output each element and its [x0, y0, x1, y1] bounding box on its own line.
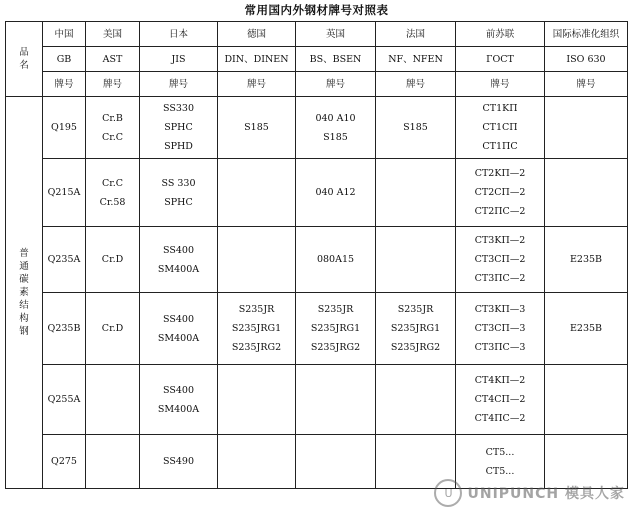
group-label-char: 普 — [19, 248, 29, 259]
grade-value: CT3ΠC—3 — [474, 342, 526, 353]
grade-value: E235B — [569, 254, 603, 265]
page-title: 常用国内外钢材牌号对照表 — [244, 3, 389, 17]
grade-value: S235JRG2 — [310, 342, 361, 353]
grade-gost-cell — [456, 97, 545, 159]
grade-value: S235JRG2 — [231, 342, 282, 353]
grade-value: Cr.C — [101, 177, 124, 189]
grade-header: 牌号 — [545, 72, 628, 97]
grade-value: SPHC — [164, 196, 193, 208]
standard-header: NF、NFEN — [376, 47, 456, 72]
grade-value: S235JRG1 — [310, 323, 361, 334]
grade-value: Cr.D — [101, 323, 124, 334]
grade-value: CT1ΠC — [482, 141, 518, 152]
grade-value: S235JRG2 — [390, 342, 441, 353]
group-label-char: 素 — [19, 287, 29, 298]
watermark-logo-icon: U — [434, 479, 462, 507]
grade-value: CT1CΠ — [482, 122, 518, 133]
country-header: 英国 — [296, 22, 376, 47]
grade-value: S235JR — [238, 304, 275, 315]
grade-header: 牌号 — [140, 72, 218, 97]
grade-value: CT1KΠ — [482, 103, 518, 114]
header-row-grade — [6, 72, 628, 97]
grade-bs-cell — [296, 293, 376, 365]
standard-header: DIN、DINEN — [218, 47, 296, 72]
grade-value: SS400 — [163, 384, 194, 396]
grade-value: 040 A12 — [315, 187, 356, 198]
grade-gost-cell — [456, 365, 545, 435]
category-char: 品 — [19, 47, 29, 58]
grade-iso-cell — [545, 159, 628, 227]
country-header: 中国 — [43, 22, 86, 47]
group-label-char: 钢 — [19, 326, 29, 337]
grade-jis-cell — [140, 227, 218, 293]
grade-gb-cell: Q235B — [43, 293, 86, 365]
header-row-countries — [6, 22, 628, 47]
grade-value: Cr.C — [101, 131, 124, 143]
table-row — [6, 227, 628, 293]
standard-header: ISO 630 — [545, 47, 628, 72]
grade-value: CT2CΠ—2 — [474, 187, 526, 198]
table-body — [6, 22, 628, 489]
table-row — [6, 159, 628, 227]
grade-value: SS 330 — [161, 177, 196, 189]
grade-gost-cell — [456, 293, 545, 365]
grade-bs-cell — [296, 227, 376, 293]
standard-header: AST — [86, 47, 140, 72]
group-label-char: 构 — [19, 313, 29, 324]
category-char: 名 — [19, 60, 29, 71]
grade-value: CT5... — [485, 446, 515, 458]
grade-bs-cell — [296, 97, 376, 159]
grade-jis-cell — [140, 159, 218, 227]
group-label-char: 结 — [19, 300, 29, 311]
grade-value: S235JRG1 — [390, 323, 441, 334]
grade-value: SPHD — [164, 141, 193, 152]
grade-value: SPHC — [164, 122, 193, 133]
grade-ast-cell — [86, 293, 140, 365]
steel-grade-table — [5, 21, 628, 489]
grade-ast-cell — [86, 435, 140, 489]
grade-din-cell — [218, 227, 296, 293]
grade-gost-cell — [456, 159, 545, 227]
grade-value: CT3CΠ—3 — [474, 323, 526, 334]
grade-header: 牌号 — [43, 72, 86, 97]
grade-value: S185 — [244, 122, 269, 133]
grade-nf-cell — [376, 293, 456, 365]
grade-value: Cr.D — [101, 254, 124, 265]
grade-gb-cell: Q215A — [43, 159, 86, 227]
group-label-char: 通 — [19, 261, 29, 272]
group-label-cell — [6, 97, 43, 489]
grade-value: CT5... — [485, 465, 515, 477]
grade-value: SS490 — [163, 456, 194, 467]
grade-value: S235JRG1 — [231, 323, 282, 334]
grade-value: 040 A10 — [315, 112, 356, 124]
grade-value: CT2ΠC—2 — [474, 206, 526, 217]
grade-value: CT4CΠ—2 — [474, 394, 526, 405]
grade-jis-cell — [140, 365, 218, 435]
grade-header: 牌号 — [86, 72, 140, 97]
grade-value: S235JR — [397, 304, 434, 315]
grade-jis-cell — [140, 97, 218, 159]
grade-value: CT3ΠC—2 — [474, 273, 526, 284]
table-row — [6, 293, 628, 365]
country-header: 德国 — [218, 22, 296, 47]
group-label-char: 碳 — [19, 274, 29, 285]
country-header: 前苏联 — [456, 22, 545, 47]
country-header: 美国 — [86, 22, 140, 47]
grade-iso-cell — [545, 227, 628, 293]
grade-value: E235B — [569, 323, 603, 334]
table-row — [6, 97, 628, 159]
grade-value: SS400 — [163, 313, 194, 325]
standard-header: BS、BSEN — [296, 47, 376, 72]
grade-value: Cr.58 — [99, 196, 126, 208]
grade-value: SM400A — [157, 403, 200, 415]
watermark — [434, 479, 625, 507]
grade-gb-cell: Q235A — [43, 227, 86, 293]
grade-ast-cell — [86, 227, 140, 293]
grade-gb-cell: Q275 — [43, 435, 86, 489]
country-header: 法国 — [376, 22, 456, 47]
grade-nf-cell — [376, 159, 456, 227]
grade-value: CT3KΠ—2 — [474, 235, 526, 246]
standard-header: ГOCT — [456, 47, 545, 72]
country-header: 日本 — [140, 22, 218, 47]
grade-value: SS400 — [163, 244, 194, 256]
grade-bs-cell — [296, 365, 376, 435]
grade-din-cell — [218, 365, 296, 435]
grade-gb-cell: Q195 — [43, 97, 86, 159]
grade-header: 牌号 — [296, 72, 376, 97]
grade-din-cell — [218, 293, 296, 365]
grade-gost-cell — [456, 227, 545, 293]
grade-bs-cell — [296, 435, 376, 489]
grade-iso-cell — [545, 365, 628, 435]
grade-value: S235JR — [317, 304, 354, 315]
grade-value: CT3CΠ—2 — [474, 254, 526, 265]
grade-ast-cell — [86, 365, 140, 435]
grade-value: CT4KΠ—2 — [474, 375, 526, 386]
grade-jis-cell — [140, 293, 218, 365]
grade-value: CT2KΠ—2 — [474, 168, 526, 179]
grade-din-cell — [218, 159, 296, 227]
grade-nf-cell — [376, 227, 456, 293]
grade-nf-cell — [376, 365, 456, 435]
grade-value: CT3KΠ—3 — [474, 304, 526, 315]
category-header-cell — [6, 22, 43, 97]
grade-value: SM400A — [157, 332, 200, 344]
grade-din-cell — [218, 435, 296, 489]
grade-nf-cell — [376, 97, 456, 159]
grade-gb-cell: Q255A — [43, 365, 86, 435]
grade-value: SM400A — [157, 263, 200, 275]
standard-header: GB — [43, 47, 86, 72]
watermark-text: UNIPUNCH 模具人家 — [467, 486, 625, 502]
standard-header: JIS — [140, 47, 218, 72]
grade-value: 080A15 — [316, 254, 355, 265]
grade-din-cell — [218, 97, 296, 159]
grade-iso-cell — [545, 97, 628, 159]
grade-value: SS330 — [163, 103, 194, 114]
grade-ast-cell — [86, 97, 140, 159]
grade-header: 牌号 — [218, 72, 296, 97]
grade-header: 牌号 — [456, 72, 545, 97]
grade-value: S185 — [403, 122, 428, 133]
header-row-standards — [6, 47, 628, 72]
grade-value: CT4ΠC—2 — [474, 413, 526, 424]
grade-bs-cell — [296, 159, 376, 227]
table-row — [6, 365, 628, 435]
grade-value: Cr.B — [102, 112, 123, 124]
grade-ast-cell — [86, 159, 140, 227]
grade-value: S185 — [323, 131, 348, 143]
country-header: 国际标准化组织 — [545, 22, 628, 47]
grade-header: 牌号 — [376, 72, 456, 97]
grade-jis-cell — [140, 435, 218, 489]
grade-iso-cell — [545, 293, 628, 365]
